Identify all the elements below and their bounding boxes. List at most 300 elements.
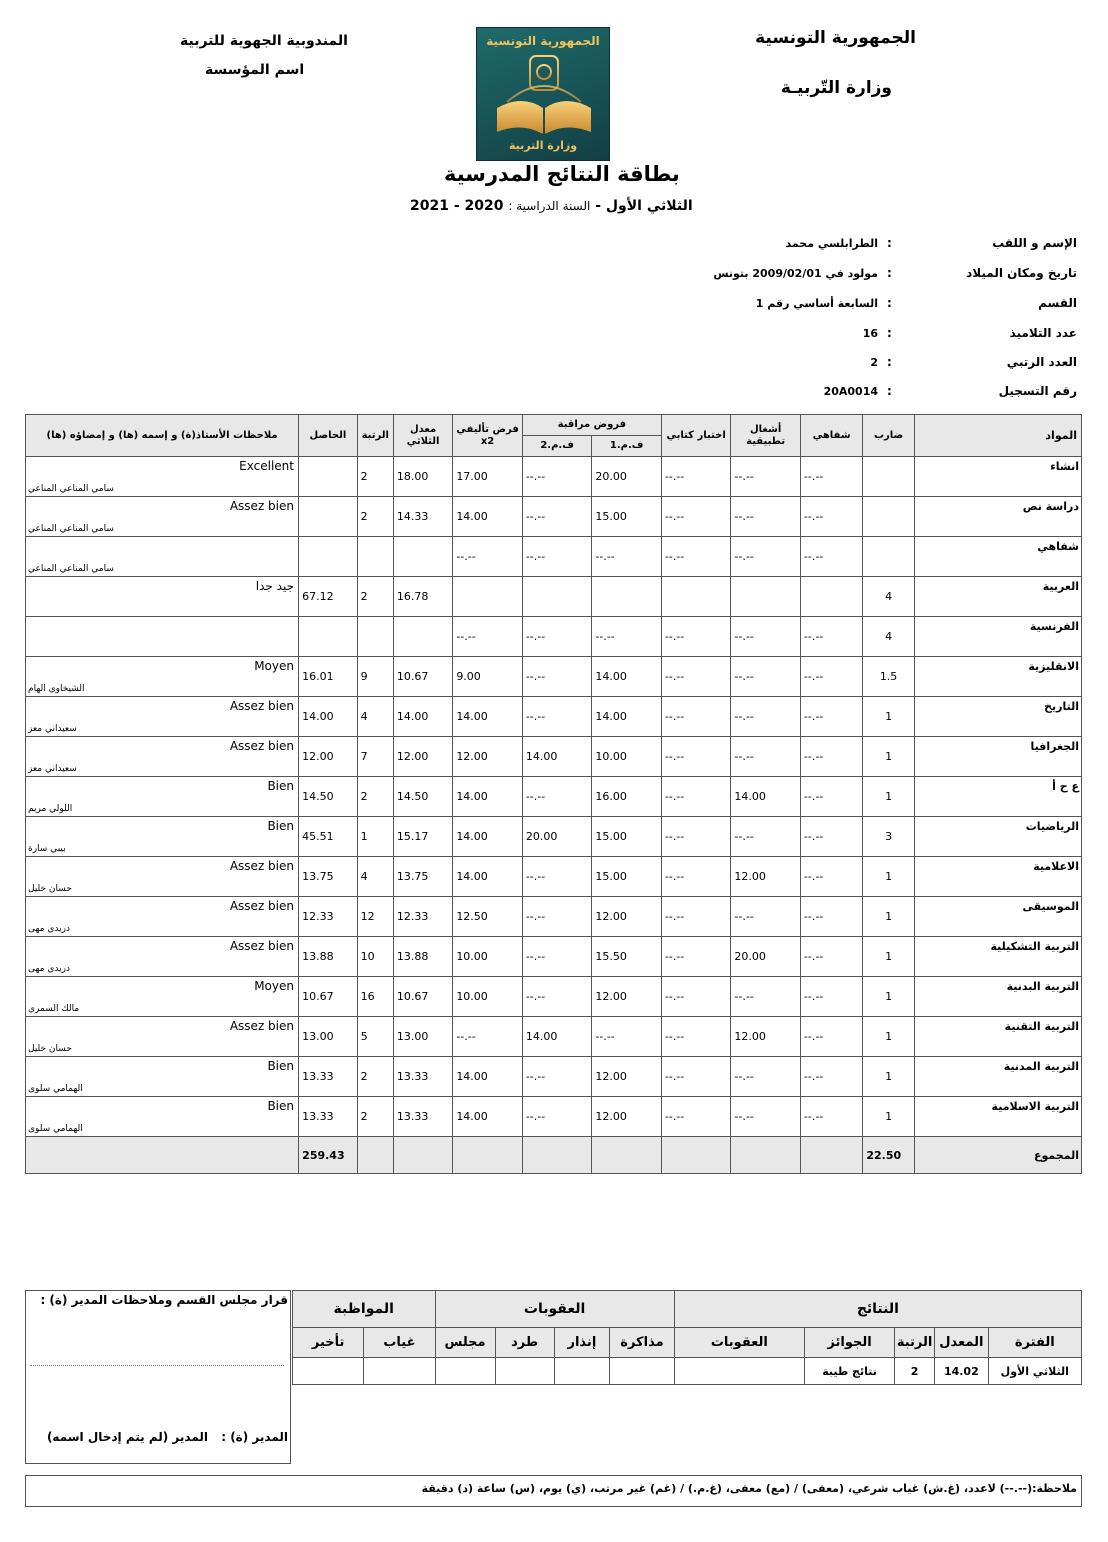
fm2-cell: --.--: [522, 457, 592, 497]
total-cell: 10.67: [299, 977, 357, 1017]
coef-cell: 1: [863, 937, 914, 977]
oral-cell: --.--: [800, 457, 862, 497]
fm1-cell: 12.00: [592, 897, 662, 937]
rank-cell: 9: [357, 657, 393, 697]
teacher-remark: Assez bien: [229, 899, 294, 913]
fm2-cell: [522, 577, 592, 617]
fm1-cell: 15.00: [592, 497, 662, 537]
ministry-title: وزارة التّربيـة: [780, 78, 892, 98]
info-value: السابعة أساسي رقم 1: [755, 297, 878, 310]
practical-cell: 12.00: [731, 1017, 801, 1057]
teacher-remark: Assez bien: [229, 699, 294, 713]
remarks-cell: [26, 577, 299, 617]
rank-cell: 4: [357, 857, 393, 897]
remarks-cell: [26, 1017, 299, 1057]
council-decision-box: [25, 1290, 291, 1464]
header-oral: شفاهي: [800, 415, 862, 457]
remarks-cell: [26, 737, 299, 777]
rank-cell: 2: [357, 497, 393, 537]
total-cell: 16.01: [299, 657, 357, 697]
written-cell: --.--: [661, 537, 731, 577]
teacher-remark: Bien: [267, 779, 294, 793]
subject-name: انشاء: [914, 457, 1081, 497]
teacher-name: دريدي مهى: [28, 964, 70, 974]
group-results: النتائج: [674, 1291, 1081, 1328]
total-cell: 14.00: [299, 697, 357, 737]
total-cell: 13.00: [299, 1017, 357, 1057]
teacher-remark: Bien: [267, 1059, 294, 1073]
synth-cell: 12.50: [453, 897, 523, 937]
coef-cell: [863, 457, 914, 497]
decision-title: قرار مجلس القسم وملاحظات المدير (ة) :: [40, 1293, 288, 1307]
written-cell: --.--: [661, 617, 731, 657]
coef-cell: 1: [863, 897, 914, 937]
fm1-cell: 14.00: [592, 657, 662, 697]
footnote-text: ملاحظة:(--.--) لاعدد، (غ.ش) غياب شرعي، (معفى) / (مع) معفى، (غ.م.) / (غم) غير مرتب، (ي) يوم، (س) ساعة (د) دقيقة: [421, 1482, 1077, 1495]
rank-cell: 7: [357, 737, 393, 777]
grades-table: [25, 414, 1082, 1174]
director-name: المدير (لم يتم إدخال اسمه): [46, 1430, 208, 1444]
practical-cell: [731, 577, 801, 617]
subject-name: الانقليزية: [914, 657, 1081, 697]
table-row: [26, 937, 1082, 977]
info-label: العدد الرتبي: [1006, 355, 1077, 369]
info-label: تاريخ ومكان الميلاد: [966, 266, 1077, 280]
remarks-cell: [26, 977, 299, 1017]
avg-cell: 10.67: [393, 977, 452, 1017]
header-expel: طرد: [495, 1328, 554, 1358]
result-average: 14.02: [935, 1358, 988, 1385]
written-cell: --.--: [661, 777, 731, 817]
practical-cell: 14.00: [731, 777, 801, 817]
fm1-cell: 12.00: [592, 1097, 662, 1137]
remarks-cell: [26, 897, 299, 937]
avg-cell: 14.50: [393, 777, 452, 817]
oral-cell: --.--: [800, 657, 862, 697]
teacher-name: حسان خليل: [28, 884, 72, 894]
total-cell: 12.00: [299, 737, 357, 777]
table-row: [26, 897, 1082, 937]
oral-cell: --.--: [800, 1057, 862, 1097]
teacher-remark: Moyen: [254, 979, 294, 993]
practical-cell: --.--: [731, 617, 801, 657]
result-sanctions: [674, 1358, 804, 1385]
synth-cell: --.--: [453, 537, 523, 577]
header-written: اختبار كتابي: [661, 415, 731, 457]
coef-cell: 1: [863, 1057, 914, 1097]
info-colon: :: [887, 296, 892, 310]
avg-cell: 13.75: [393, 857, 452, 897]
dotted-divider: [30, 1365, 284, 1366]
fm1-cell: 16.00: [592, 777, 662, 817]
logo-bottom-text: وزارة التربية: [508, 139, 578, 152]
total-cell: 13.75: [299, 857, 357, 897]
teacher-remark: Moyen: [254, 659, 294, 673]
subject-name: الفرنسية: [914, 617, 1081, 657]
fm2-cell: --.--: [522, 497, 592, 537]
header-memo: مذاكرة: [610, 1328, 675, 1358]
total-cell: [299, 457, 357, 497]
footer-label: المجموع: [914, 1137, 1081, 1174]
remarks-cell: [26, 657, 299, 697]
table-row: [26, 457, 1082, 497]
practical-cell: --.--: [731, 1057, 801, 1097]
info-value: 16: [862, 327, 878, 340]
book-emblem-icon: [477, 50, 611, 140]
teacher-remark: Assez bien: [229, 739, 294, 753]
remarks-cell: [26, 697, 299, 737]
practical-cell: 12.00: [731, 857, 801, 897]
total-cell: 67.12: [299, 577, 357, 617]
synth-cell: 14.00: [453, 1057, 523, 1097]
fm2-cell: --.--: [522, 617, 592, 657]
practical-cell: --.--: [731, 737, 801, 777]
practical-cell: --.--: [731, 977, 801, 1017]
info-colon: :: [887, 236, 892, 250]
header-control: فروض مراقبة: [522, 415, 661, 436]
rank-cell: 2: [357, 577, 393, 617]
fm1-cell: 15.00: [592, 857, 662, 897]
subject-name: التربية البدنية: [914, 977, 1081, 1017]
oral-cell: --.--: [800, 897, 862, 937]
info-value: مولود في 2009/02/01 بتونس: [713, 267, 878, 280]
synth-cell: 14.00: [453, 777, 523, 817]
subject-name: ع ح أ: [914, 777, 1081, 817]
oral-cell: --.--: [800, 777, 862, 817]
total-cell: 12.33: [299, 897, 357, 937]
synth-cell: 14.00: [453, 697, 523, 737]
synth-cell: 14.00: [453, 817, 523, 857]
teacher-name: سعيداني معز: [28, 724, 77, 734]
header-sanctions: العقوبات: [674, 1328, 804, 1358]
fm1-cell: 15.00: [592, 817, 662, 857]
synth-cell: --.--: [453, 1017, 523, 1057]
regional-directorate: المندوبية الجهوية للتربية: [180, 33, 348, 49]
synth-cell: 10.00: [453, 937, 523, 977]
rank-cell: 2: [357, 777, 393, 817]
written-cell: --.--: [661, 817, 731, 857]
avg-cell: [393, 537, 452, 577]
fm2-cell: 14.00: [522, 1017, 592, 1057]
fm2-cell: --.--: [522, 1097, 592, 1137]
remarks-cell: [26, 817, 299, 857]
total-cell: 13.33: [299, 1097, 357, 1137]
fm2-cell: --.--: [522, 777, 592, 817]
synth-cell: 14.00: [453, 1097, 523, 1137]
total-cell: 45.51: [299, 817, 357, 857]
fm2-cell: --.--: [522, 937, 592, 977]
oral-cell: --.--: [800, 817, 862, 857]
info-colon: :: [887, 326, 892, 340]
info-label: عدد التلاميذ: [1009, 326, 1077, 340]
teacher-name: دريدي مهى: [28, 924, 70, 934]
written-cell: --.--: [661, 1017, 731, 1057]
practical-cell: --.--: [731, 817, 801, 857]
table-row: [26, 657, 1082, 697]
result-memo: [610, 1358, 675, 1385]
year-label: السنة الدراسية :: [508, 199, 591, 213]
rank-cell: 2: [357, 457, 393, 497]
table-row: [26, 817, 1082, 857]
remarks-cell: [26, 857, 299, 897]
term-label: الثلاثي الأول: [605, 198, 693, 214]
table-row: [26, 977, 1082, 1017]
header-late: تأخير: [293, 1328, 364, 1358]
coef-cell: 1: [863, 737, 914, 777]
coef-cell: [863, 537, 914, 577]
coef-cell: [863, 497, 914, 537]
practical-cell: --.--: [731, 1097, 801, 1137]
coef-cell: 1: [863, 1097, 914, 1137]
header-fm2: ف.م.2: [522, 436, 592, 457]
results-table: [292, 1290, 1082, 1385]
fm1-cell: --.--: [592, 617, 662, 657]
table-row: [26, 1057, 1082, 1097]
header-avg: معدل الثلاثي: [393, 415, 452, 457]
page-title: بطاقة النتائج المدرسية: [444, 162, 680, 186]
avg-cell: 18.00: [393, 457, 452, 497]
written-cell: --.--: [661, 737, 731, 777]
result-prize: نتائج طيبة: [804, 1358, 894, 1385]
subtitle: [410, 198, 693, 214]
remarks-cell: [26, 497, 299, 537]
remarks-cell: [26, 617, 299, 657]
synth-cell: 17.00: [453, 457, 523, 497]
info-label: القسم: [1038, 296, 1077, 310]
teacher-remark: Assez bien: [229, 1019, 294, 1033]
avg-cell: 13.33: [393, 1097, 452, 1137]
subject-name: التاريخ: [914, 697, 1081, 737]
teacher-remark: جيد جدا: [255, 579, 294, 593]
fm2-cell: 20.00: [522, 817, 592, 857]
remarks-cell: [26, 937, 299, 977]
oral-cell: --.--: [800, 497, 862, 537]
header-period: الفترة: [988, 1328, 1081, 1358]
rank-cell: 12: [357, 897, 393, 937]
header-coef: ضارب: [863, 415, 914, 457]
info-label: رقم التسجيل: [998, 384, 1077, 398]
teacher-name: اللولي مريم: [28, 804, 73, 814]
teacher-remark: Assez bien: [229, 859, 294, 873]
header-rank: الرتبة: [357, 415, 393, 457]
oral-cell: --.--: [800, 697, 862, 737]
practical-cell: --.--: [731, 697, 801, 737]
teacher-name: الهمامي سلوى: [28, 1084, 83, 1094]
rank-cell: [357, 537, 393, 577]
practical-cell: 20.00: [731, 937, 801, 977]
oral-cell: --.--: [800, 937, 862, 977]
subject-name: التربية التقنية: [914, 1017, 1081, 1057]
fm1-cell: 14.00: [592, 697, 662, 737]
avg-cell: 13.33: [393, 1057, 452, 1097]
oral-cell: --.--: [800, 1017, 862, 1057]
result-absence: [364, 1358, 435, 1385]
coef-cell: 4: [863, 617, 914, 657]
header-fm1: ف.م.1: [592, 436, 662, 457]
table-row: [26, 1097, 1082, 1137]
oral-cell: --.--: [800, 617, 862, 657]
table-row: [26, 697, 1082, 737]
fm2-cell: 14.00: [522, 737, 592, 777]
subject-name: الرياضيات: [914, 817, 1081, 857]
avg-cell: 14.33: [393, 497, 452, 537]
synth-cell: 14.00: [453, 497, 523, 537]
fm2-cell: --.--: [522, 657, 592, 697]
table-row: [26, 577, 1082, 617]
total-cell: [299, 497, 357, 537]
avg-cell: 12.00: [393, 737, 452, 777]
coef-cell: 1: [863, 697, 914, 737]
subject-name: الاعلامية: [914, 857, 1081, 897]
subject-name: العربية: [914, 577, 1081, 617]
total-cell: 13.88: [299, 937, 357, 977]
ministry-logo: [476, 27, 610, 161]
teacher-name: الهمامي سلوى: [28, 1124, 83, 1134]
practical-cell: --.--: [731, 457, 801, 497]
written-cell: --.--: [661, 937, 731, 977]
header-absence: غياب: [364, 1328, 435, 1358]
practical-cell: --.--: [731, 537, 801, 577]
fm1-cell: --.--: [592, 1017, 662, 1057]
synth-cell: 12.00: [453, 737, 523, 777]
teacher-name: بيبي سارة: [28, 844, 66, 854]
avg-cell: 16.78: [393, 577, 452, 617]
coef-cell: 1: [863, 857, 914, 897]
footnote-box: [25, 1475, 1082, 1507]
result-council: [435, 1358, 495, 1385]
teacher-name: الشيخاوي الهام: [28, 684, 85, 694]
synth-cell: 14.00: [453, 857, 523, 897]
subject-name: الجغرافيا: [914, 737, 1081, 777]
subject-name: الموسيقى: [914, 897, 1081, 937]
subject-name: التربية الاسلامية: [914, 1097, 1081, 1137]
oral-cell: --.--: [800, 977, 862, 1017]
avg-cell: 15.17: [393, 817, 452, 857]
synth-cell: 10.00: [453, 977, 523, 1017]
table-row: [26, 537, 1082, 577]
fm2-cell: --.--: [522, 897, 592, 937]
fm1-cell: 20.00: [592, 457, 662, 497]
header-practical: أشغال تطبيقية: [731, 415, 801, 457]
logo-top-text: الجمهورية التونسية: [486, 34, 600, 48]
info-value: 20A0014: [823, 385, 878, 398]
table-row: [26, 617, 1082, 657]
fm2-cell: --.--: [522, 697, 592, 737]
avg-cell: 10.67: [393, 657, 452, 697]
practical-cell: --.--: [731, 657, 801, 697]
fm1-cell: 12.00: [592, 1057, 662, 1097]
info-colon: :: [887, 266, 892, 280]
rank-cell: 4: [357, 697, 393, 737]
footer-grand-total: 259.43: [299, 1137, 357, 1174]
practical-cell: --.--: [731, 897, 801, 937]
total-cell: [299, 537, 357, 577]
republic-title: الجمهورية التونسية: [755, 28, 916, 48]
fm2-cell: --.--: [522, 977, 592, 1017]
teacher-name: سامي المناعي المناعي: [28, 524, 114, 534]
rank-cell: 16: [357, 977, 393, 1017]
oral-cell: [800, 577, 862, 617]
fm2-cell: --.--: [522, 857, 592, 897]
table-row: [26, 497, 1082, 537]
total-cell: [299, 617, 357, 657]
header-synth: فرض تأليفي x2: [453, 415, 523, 457]
remarks-cell: [26, 537, 299, 577]
total-cell: 13.33: [299, 1057, 357, 1097]
header-total: الحاصل: [299, 415, 357, 457]
group-attendance: المواظبة: [293, 1291, 436, 1328]
header-warning: إنذار: [554, 1328, 610, 1358]
avg-cell: 13.88: [393, 937, 452, 977]
remarks-cell: [26, 1057, 299, 1097]
avg-cell: [393, 617, 452, 657]
teacher-remark: Excellent: [239, 459, 294, 473]
header-council: مجلس: [435, 1328, 495, 1358]
coef-cell: 1.5: [863, 657, 914, 697]
group-sanctions: العقوبات: [435, 1291, 674, 1328]
remarks-cell: [26, 1097, 299, 1137]
teacher-remark: Assez bien: [229, 499, 294, 513]
rank-cell: 2: [357, 1097, 393, 1137]
info-value: 2: [870, 356, 878, 369]
subject-name: دراسة نص: [914, 497, 1081, 537]
teacher-name: سامي المناعي المناعي: [28, 564, 114, 574]
footer-coef-total: 22.50: [863, 1137, 914, 1174]
rank-cell: [357, 617, 393, 657]
avg-cell: 13.00: [393, 1017, 452, 1057]
rank-cell: 2: [357, 1057, 393, 1097]
written-cell: --.--: [661, 1057, 731, 1097]
remarks-cell: [26, 777, 299, 817]
teacher-name: سامي المناعي المناعي: [28, 484, 114, 494]
written-cell: --.--: [661, 697, 731, 737]
written-cell: [661, 577, 731, 617]
total-cell: 14.50: [299, 777, 357, 817]
oral-cell: --.--: [800, 537, 862, 577]
table-row: [26, 857, 1082, 897]
info-colon: :: [887, 384, 892, 398]
school-year: 2020 - 2021: [410, 198, 504, 214]
fm1-cell: --.--: [592, 537, 662, 577]
teacher-remark: Bien: [267, 819, 294, 833]
result-expel: [495, 1358, 554, 1385]
coef-cell: 1: [863, 1017, 914, 1057]
header-subject: المواد: [914, 415, 1081, 457]
remarks-cell: [26, 457, 299, 497]
header-rank: الرتبة: [895, 1328, 935, 1358]
subject-name: التربية التشكيلية: [914, 937, 1081, 977]
written-cell: --.--: [661, 1097, 731, 1137]
result-period: الثلاثي الأول: [988, 1358, 1081, 1385]
written-cell: --.--: [661, 457, 731, 497]
table-row: [26, 777, 1082, 817]
info-label: الإسم و اللقب: [992, 236, 1077, 250]
info-colon: :: [887, 355, 892, 369]
coef-cell: 3: [863, 817, 914, 857]
oral-cell: --.--: [800, 737, 862, 777]
coef-cell: 4: [863, 577, 914, 617]
institution-name: اسم المؤسسة: [205, 62, 305, 78]
subject-name: التربية المدنية: [914, 1057, 1081, 1097]
table-row: [26, 737, 1082, 777]
avg-cell: 12.33: [393, 897, 452, 937]
teacher-name: حسان خليل: [28, 1044, 72, 1054]
director-label: المدير (ة) :: [221, 1430, 288, 1444]
fm1-cell: 10.00: [592, 737, 662, 777]
teacher-remark: Bien: [267, 1099, 294, 1113]
coef-cell: 1: [863, 977, 914, 1017]
table-row: [26, 1017, 1082, 1057]
